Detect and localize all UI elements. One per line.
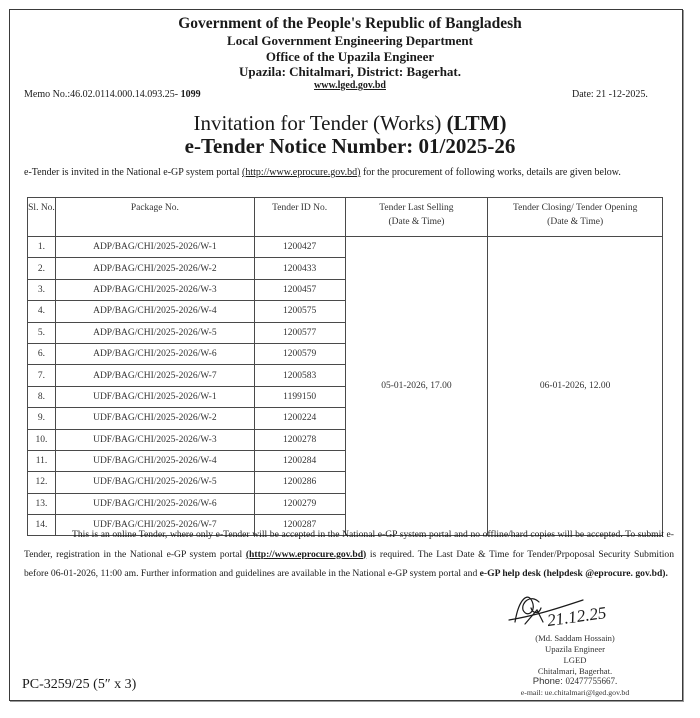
cell-sl: 13.	[28, 493, 56, 514]
cell-tender-id: 1200286	[254, 472, 345, 493]
cell-tender-id: 1200278	[254, 429, 345, 450]
terms-paragraph	[24, 525, 674, 584]
table-header-row	[28, 198, 663, 237]
cell-tender-id: 1200427	[254, 237, 345, 258]
cell-package: UDF/BAG/CHI/2025-2026/W-6	[55, 493, 254, 514]
signer-email[interactable]: e-mail: ue.chitalmari@lged.gov.bd	[520, 688, 630, 697]
cell-tender-id: 1200287	[254, 515, 345, 536]
signature-date: 21.12.25	[545, 603, 608, 631]
header-package: Package No.	[55, 198, 254, 237]
cell-sl: 8.	[28, 386, 56, 407]
header-last-selling-label: Tender Last Selling	[379, 203, 454, 213]
cell-sl: 9.	[28, 408, 56, 429]
signer-title: Upazila Engineer	[545, 644, 605, 654]
cell-tender-id: 1200583	[254, 365, 345, 386]
cell-last-selling: 05-01-2026, 17.00	[345, 237, 488, 536]
cell-tender-id: 1200279	[254, 493, 345, 514]
cell-sl: 6.	[28, 343, 56, 364]
header-closing-label: Tender Closing/ Tender Opening	[512, 203, 638, 213]
cell-sl: 11.	[28, 450, 56, 471]
cell-tender-id: 1200579	[254, 343, 345, 364]
cell-package: UDF/BAG/CHI/2025-2026/W-4	[55, 450, 254, 471]
signer-org: LGED	[563, 655, 587, 665]
header-department: Local Government Engineering Department	[227, 33, 473, 48]
header-closing-opening	[488, 198, 663, 237]
cell-tender-id: 1200577	[254, 322, 345, 343]
notice-title-text: Invitation for Tender (Works)	[193, 111, 447, 135]
memo-number	[24, 89, 201, 100]
cell-sl: 12.	[28, 472, 56, 493]
cell-sl: 3.	[28, 279, 56, 300]
cell-tender-id: 1199150	[254, 386, 345, 407]
table-row	[28, 237, 663, 258]
cell-tender-id: 1200575	[254, 301, 345, 322]
eprocure-link-2[interactable]: (http://www.eprocure.gov.bd)	[245, 548, 367, 560]
memo-label: Memo No.:46.02.0114.000.14.093.25-	[24, 89, 181, 100]
signer-name: (Md. Saddam Hossain)	[535, 633, 615, 643]
phone-number: 02477755667.	[565, 676, 618, 686]
table-body	[28, 237, 663, 536]
cell-package: ADP/BAG/CHI/2025-2026/W-1	[55, 237, 254, 258]
cell-sl: 4.	[28, 301, 56, 322]
intro-text: e-Tender is invited in the National e-GP system portal	[24, 167, 243, 178]
cell-package: ADP/BAG/CHI/2025-2026/W-3	[55, 279, 254, 300]
cell-sl: 2.	[28, 258, 56, 279]
tender-table	[27, 197, 663, 536]
cell-tender-id: 1200433	[254, 258, 345, 279]
signature-scrawl-icon	[503, 588, 653, 636]
cell-tender-id: 1200224	[254, 408, 345, 429]
footer-publication-code: PC-3259/25 (5″ x 3)	[22, 677, 137, 692]
cell-package: ADP/BAG/CHI/2025-2026/W-4	[55, 301, 254, 322]
notice-title-method: (LTM)	[446, 111, 507, 135]
terms-text-1: This is an online Tender, where only e-Tender will be accepted in the National e-GP system portal and no offline/hard copies will be accepted. To submit e-Tender, registration in the National e-GP system portal	[24, 529, 674, 560]
cell-package: ADP/BAG/CHI/2025-2026/W-2	[55, 258, 254, 279]
notice-title	[0, 111, 700, 136]
cell-sl: 7.	[28, 365, 56, 386]
eprocure-link[interactable]: (http://www.eprocure.gov.bd)	[242, 167, 361, 178]
header-closing-sub: (Date & Time)	[547, 217, 604, 227]
intro-text-end: for the procurement of following works, details are given below.	[360, 167, 621, 178]
cell-closing-opening: 06-01-2026, 12.00	[488, 237, 663, 536]
cell-sl: 5.	[28, 322, 56, 343]
header-last-selling	[345, 198, 488, 237]
cell-package: ADP/BAG/CHI/2025-2026/W-7	[55, 365, 254, 386]
cell-package: UDF/BAG/CHI/2025-2026/W-3	[55, 429, 254, 450]
header-website-link[interactable]: www.lged.gov.bd	[314, 80, 386, 91]
notice-number: e-Tender Notice Number: 01/2025-26	[184, 134, 516, 158]
cell-package: UDF/BAG/CHI/2025-2026/W-7	[55, 515, 254, 536]
signer-location: Chitalmari, Bagerhat.	[537, 666, 613, 676]
header-government: Government of the People's Republic of Bangladesh	[178, 15, 522, 32]
terms-text-2: is required. The Last Date & Time for Tender/Prpoposal Security Submition before 06-01-2026, 11:00 am. Further information and guidelines are available in the National e-GP system portal and	[24, 548, 674, 579]
cell-sl: 10.	[28, 429, 56, 450]
cell-tender-id: 1200284	[254, 450, 345, 471]
intro-paragraph	[24, 166, 669, 179]
phone-label: Phone:	[532, 676, 566, 687]
cell-sl: 14.	[28, 515, 56, 536]
header-office: Office of the Upazila Engineer	[265, 49, 435, 64]
cell-sl: 1.	[28, 237, 56, 258]
helpdesk-text: e-GP help desk (helpdesk @eprocure. gov.bd).	[479, 568, 668, 579]
header-location: Upazila: Chitalmari, District: Bagerhat.	[238, 64, 462, 79]
cell-package: ADP/BAG/CHI/2025-2026/W-5	[55, 322, 254, 343]
cell-package: UDF/BAG/CHI/2025-2026/W-1	[55, 386, 254, 407]
cell-package: ADP/BAG/CHI/2025-2026/W-6	[55, 343, 254, 364]
signer-phone	[500, 676, 650, 687]
header-tender-id: Tender ID No.	[254, 198, 345, 237]
memo-serial: 1099	[180, 89, 201, 100]
notice-date: Date: 21 -12-2025.	[572, 89, 648, 100]
cell-package: UDF/BAG/CHI/2025-2026/W-2	[55, 408, 254, 429]
cell-package: UDF/BAG/CHI/2025-2026/W-5	[55, 472, 254, 493]
header-sl: Sl. No.	[28, 198, 56, 237]
header-last-selling-sub: (Date & Time)	[388, 217, 445, 227]
cell-tender-id: 1200457	[254, 279, 345, 300]
